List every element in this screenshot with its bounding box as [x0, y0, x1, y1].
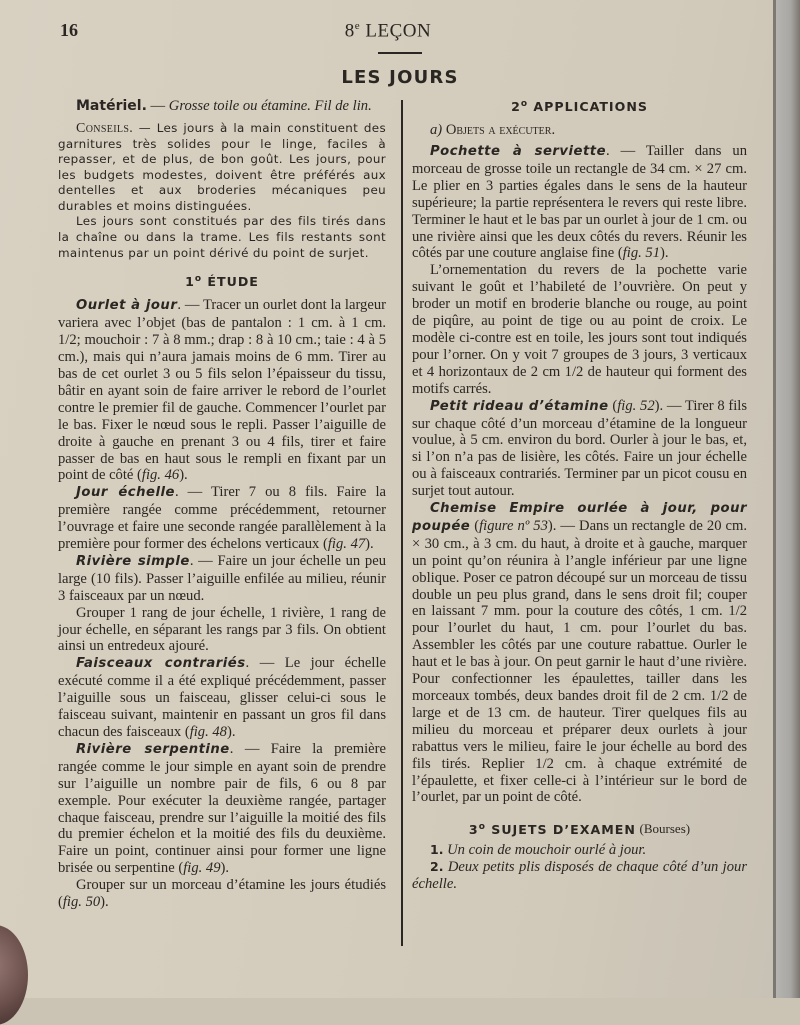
- conseils-label: Conseils.: [76, 120, 134, 136]
- subheading-title: Objets a exécuter.: [445, 122, 556, 139]
- lesson-label: LEÇON: [365, 20, 432, 42]
- paragraph-pochette: [412, 143, 747, 262]
- figure-ref: fig. 49: [183, 860, 221, 877]
- section-heading-applications: [412, 96, 747, 116]
- column-divider: [401, 100, 403, 946]
- paragraph-text: Grouper sur un morceau d’étamine les jours étudiés (: [58, 877, 386, 911]
- term: Ourlet à jour: [76, 298, 178, 314]
- paragraph-riviere-simple: [58, 553, 386, 605]
- paragraph-end: ).: [226, 724, 236, 740]
- section-heading-examen: [412, 818, 747, 838]
- etude-title: ÉTUDE: [207, 274, 259, 290]
- term: Petit rideau d’étamine: [430, 398, 609, 414]
- paragraph-text: . — Tracer un ourlet dont la largeur variera avec l’objet (bas de pantalon : 1 cm. à 1 cm. 1/2; mouchoir : 7 à 8 mm.; drap : 8 à 10 cm.; taie : 4 à 5 cm.), mais qui n’aura jamais moins de 6 mm. Tirer au bas de cet ourlet 3 ou 5 fils selon l’épaisseur du tissu, bâtir en ayant soin de faire arriver le rebord de l’ourlet contre le premier fil de gauche. Commencer l’ourlet par le bas. Fixer le nœud sous le repli. Passer l’aiguille de droite à gauche en prenant 3 ou 4 fils, tirer et faire passer de bas en haut sous le rempli en fixant par un point de côté (: [58, 297, 386, 484]
- etude-number: 1: [185, 274, 195, 290]
- figure-ref: fig. 51: [622, 245, 661, 262]
- term: Jour échelle: [76, 485, 175, 501]
- paragraph-grouper-etamine: [58, 877, 386, 911]
- materiel-label: Matériel.: [76, 98, 147, 114]
- examen-note: (Bourses): [639, 821, 691, 837]
- paragraph-end: ).: [660, 245, 669, 262]
- paragraph-end: ).: [365, 536, 374, 553]
- term: Pochette à serviette: [430, 144, 607, 159]
- paragraph-text: ). — Dans un rectangle de 20 cm. × 30 cm., à 3 cm. du haut, à droite et à gauche, marquer un point qu’on réunira à l’angle inférieur par une ligne oblique. Poser ce patron découpé sur un morceau de tissu double un peu plus grand, dans le sens droit fil; couper en laissant 7 mm. pour la couture des côtés, 1 cm. 1/2 pour l’ourlet du haut, 1 cm. pour l’ourlet du bas. Assembler les côtés par une couture rabattue. Ourler le haut et le bas à jour. On peut garnir le haut d’une rivière. Pour confectionner les épaulettes, tailler dans les morceaux tombés, deux bandes droit fil de 2 cm. 1/2 de large et de 13 cm. de hauteur. Tirer quelques fils au milieu du morceau et préparer deux ourlets à jour rabattus vers le milieu, faire le jour échelle au bord des fils tirés. Replier 1/2 cm. à chaque extrémité de l’épaulette, et fixer celle-ci à l’intérieur sur le bord de l’ourlet, par un point de côté.: [412, 517, 748, 806]
- book-edge: [776, 0, 800, 998]
- exam-item-number: 2.: [430, 859, 444, 875]
- figure-ref: fig. 47: [327, 536, 366, 553]
- term: Rivière serpentine: [76, 741, 230, 757]
- conseils-text: — Les jours à la main constituent des garnitures très solides pour le linge, faciles à repasser, et de plus, de bon goût. Les jours, pour les budgets modestes, doivent être préférés aux dentelles et aux broderies mécaniques peu durables et moins distinguées.: [58, 120, 386, 213]
- conseils-paragraph: [58, 121, 386, 215]
- examen-ordinal: o: [478, 821, 486, 832]
- paragraph-ourlet-a-jour: [58, 297, 386, 484]
- examen-title: SUJETS D’EXAMEN: [491, 821, 636, 837]
- subheading-letter: a): [430, 122, 443, 139]
- paragraph-end: ).: [100, 894, 109, 911]
- figure-ref: fig. 46: [141, 467, 180, 484]
- figure-ref: fig. 52: [617, 397, 655, 414]
- paragraph-faisceaux-contraries: [58, 655, 386, 741]
- figure-ref: fig. 48: [189, 724, 227, 740]
- paragraph-chemise-empire: Chemise Empire ourlée à jour, pour poupée (figure nº 53). — Dans un rectangle de 20 cm. × 30 cm., à 3 cm. du haut, à droite et à gauche, marquer un point qu’on réunira à l’angle inférieur par une ligne oblique. Poser ce patron découpé sur un morceau de tissu double un peu plus grand, dans le sens droit fil; couper en laissant 7 mm. pour la couture des côtés, 1 cm. 1/2 pour l’ourlet du haut, 1 cm. pour l’ourlet du bas. Assembler les côtés par une couture rabattue. Ourler le haut et le bas à jour. On peut garnir le haut d’une rivière. Pour confectionner les épaulettes, tailler dans les morceaux tombés, deux bandes droit fil de 2 cm. 1/2 de large et de 13 cm. de hauteur. Tirer quelques fils au milieu du morceau et préparer deux ourlets à jour rabattus vers le milieu, faire le jour échelle au bord des fils tirés. Replier 1/2 cm. à chaque extrémité de l’épaulette, et fixer celle-ci à l’intérieur sur le bord de l’ourlet, par un point de côté.: [412, 501, 748, 806]
- paragraph-text: . — Faire la première rangée comme le jour simple en ayant soin de prendre sur l’aiguille un nombre pair de fils, 6 ou 8 par exemple. Pour exécuter la deuxième rangée, partager chaque faisceau, prendre sur l’aiguille la moitié des fils du premier échelon et la moitié des fils du deuxième. Faire un point, continuer ainsi pour former une ligne brisée ou serpentine (: [58, 740, 386, 877]
- figure-ref: figure nº 53: [479, 517, 548, 534]
- section-heading-etude: [58, 271, 386, 291]
- materiel-paragraph: [58, 98, 386, 115]
- left-column: [58, 96, 386, 911]
- page-title: LES JOURS: [341, 67, 459, 88]
- paragraph-text: ). — Tirer 8 fils sur chaque côté d’un morceau d’étamine de la longueur voulue, à 5 cm. environ du bord. Ourler à jour le bas, et, si l’on n’a pas de lisière, les côtés. Faire un jour échelle ou à faisceaux contrariés. Terminer par un picot cousu en surjet tout autour.: [412, 397, 748, 500]
- subheading-objets: [412, 122, 747, 139]
- lesson-ordinal: e: [354, 20, 361, 32]
- examen-number: 3: [468, 821, 479, 837]
- exam-item-text: Deux petits plis disposés de chaque côté d’un jour échelle.: [412, 859, 747, 893]
- paragraph-end: ).: [220, 860, 230, 877]
- heading-rule: [378, 52, 422, 54]
- term: Rivière simple: [76, 553, 190, 569]
- materiel-dash: —: [146, 98, 169, 114]
- term: Chemise Empire ourlée à jour, pour poupée: [412, 501, 747, 534]
- applications-title: APPLICATIONS: [533, 99, 648, 115]
- right-column: [412, 96, 747, 893]
- etude-ordinal: o: [194, 274, 203, 285]
- paragraph-text: . — Le jour échelle exécuté comme il a été expliqué précédemment, passer l’aiguille sous un faisceau, glisser celui-ci sous le faisceau suivant, maintenir en passant un gros fil dans chacun des faisceaux (: [58, 655, 386, 740]
- materiel-text: Grosse toile ou étamine. Fil de lin.: [168, 98, 372, 114]
- exam-item: [412, 842, 747, 859]
- paragraph-grouper: [58, 605, 386, 656]
- paragraph-end: ).: [179, 467, 188, 484]
- paragraph-text: . — Tirer 7 ou 8 fils. Faire la première rangée comme précédemment, retourner l’ouvrage et faire une seconde rangée parallèlement à la première pour former des échelons verticaux (: [58, 484, 386, 553]
- paragraph-riviere-serpentine: [58, 741, 386, 877]
- term: Faisceaux contrariés: [76, 656, 246, 672]
- lesson-heading: [0, 20, 776, 42]
- paragraph-petit-rideau: Petit rideau d’étamine (fig. 52). — Tirer 8 fils sur chaque côté d’un morceau d’étamine de la longueur voulue, à 5 cm. environ du bord. Ourler à jour le bas, et, si l’on n’a pas de lisière, les côtés. Faire un jour échelle ou à faisceaux contrariés. Terminer par un picot cousu en surjet tout autour.: [412, 397, 748, 500]
- paragraph-jour-echelle: [58, 484, 386, 553]
- paragraph-text: Grouper 1 rang de jour échelle, 1 rivière, 1 rang de jour échelle, en séparant les rangs par 3 fils. On obtient ainsi un entredeux ajouré.: [58, 604, 386, 655]
- page-number: 16: [60, 20, 78, 40]
- figure-ref: fig. 50: [62, 894, 101, 911]
- applications-ordinal: o: [520, 99, 529, 109]
- paragraph-ornementation: L’ornementation du revers de la pochette varie suivant le goût et l’habileté de l’ouvrière. On peut y broder un motif en broderie blanche ou rouge, au point de piqûre, au point de tige ou au point de croix. Le modèle ci-contre est en toile, les jours sont tout indiqués pour l’orner. On y voit 7 groupes de 3 jours, 3 verticaux et 4 horizontaux de 2 cm 1/2 de hauteur qui forment des motifs carrés.: [412, 262, 747, 397]
- paragraph-text: . — Tailler dans un morceau de grosse toile un rectangle de 34 cm. × 27 cm. Le plier en 3 parties égales dans le sens de la hauteur supérieure; la partie représentera le revers qui reste libre. Terminer le haut et le bas par un ourlet à jour de 1 cm. ou une rivière ainsi que les deux côtés du revers. Réunir les côtés par une couture anglaise fine (: [412, 143, 747, 262]
- conseils-paragraph-2: Les jours sont constitués par des fils tirés dans la chaîne ou dans la trame. Les fils restants sont maintenus par un point dérivé du point de surjet.: [58, 214, 386, 260]
- paragraph-text: . — Faire un jour échelle un peu large (10 fils). Passer l’aiguille enfilée au milieu, réunir 3 faisceaux par un nœud.: [58, 552, 386, 604]
- applications-number: 2: [511, 99, 521, 115]
- exam-item: [412, 859, 747, 893]
- exam-item-number: 1.: [430, 842, 444, 858]
- exam-item-text: Un coin de mouchoir ourlé à jour.: [447, 842, 647, 859]
- lesson-number: 8: [344, 20, 355, 42]
